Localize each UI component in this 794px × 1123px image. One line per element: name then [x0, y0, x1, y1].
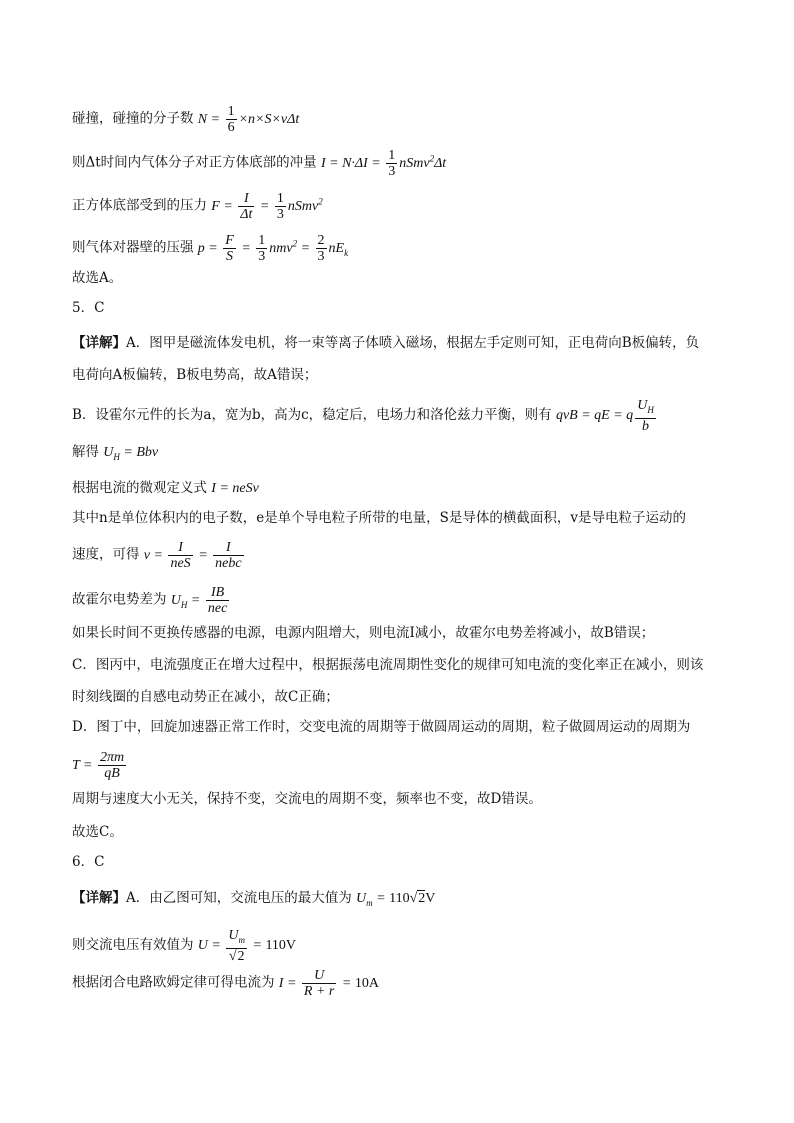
text-2: 则Δt时间内气体分子对正方体底部的冲量	[72, 154, 317, 171]
formula-p: p = $\frac{F}{S}$ = $\frac{1}{3}$ nmv$^2$ = $\frac{2}{3}$ $nE_k$	[197, 233, 349, 264]
text-4: 则气体对器壁的压强	[72, 239, 194, 256]
line-23	[72, 888, 435, 913]
detail-tag: 【详解】	[72, 335, 126, 351]
line-10	[72, 442, 158, 467]
line-4	[72, 233, 348, 264]
line-14	[72, 585, 231, 616]
line-18: D．图丁中，回旋加速器正常工作时，交变电流的周期等于做圆周运动的周期，粒子做圆周运动的周期为	[72, 719, 691, 735]
text-23: A．由乙图可知，交流电压的最大值为	[126, 890, 352, 906]
text-25: 根据闭合电路欧姆定律可得电流为	[72, 974, 275, 991]
text-1: 碰撞，碰撞的分子数	[72, 110, 194, 127]
line-16: C．图丙中，电流强度正在增大过程中，根据振荡电流周期性变化的规律可知电流的变化率正在减小，则该	[72, 657, 704, 673]
formula-v: v = $\frac{I}{\text{neS}}$ = $\frac{I}{\text{nebc}}$	[143, 540, 242, 571]
formula-UH: $U_H$ = Bbv	[103, 445, 159, 462]
text-10: 解得	[72, 444, 99, 460]
line-9	[72, 398, 658, 434]
line-1	[72, 104, 299, 135]
line-11	[72, 478, 259, 499]
formula-U: U = $\frac{U_m}{√2}$ = 110V	[197, 928, 297, 964]
line-24	[72, 928, 296, 964]
formula-UH2: $U_H$ = $\frac{IB}{\text{nec}}$	[170, 585, 228, 616]
line-5: 故选A。	[72, 270, 123, 286]
detail-tag-2: 【详解】	[72, 890, 126, 906]
formula-current: I = neSv	[211, 481, 259, 496]
formula-F: F = $\frac{I}{\Delta t}$ = $\frac{1}{3}$ nSmv$^2$	[211, 191, 323, 222]
line-21: 故选C。	[72, 824, 123, 840]
text-11: 根据电流的微观定义式	[72, 480, 207, 496]
line-25	[72, 968, 379, 999]
line-15: 如果长时间不更换传感器的电源，电源内阻增大，则电流I减小，故霍尔电势差将减小，故B错误；	[72, 625, 655, 641]
formula-qvB: qvB = qE = q $\frac{U_H}{b}$	[555, 398, 654, 434]
line-22: 6．C	[72, 854, 105, 870]
line-20: 周期与速度大小无关，保持不变，交流电的周期不变，频率也不变，故D错误。	[72, 791, 542, 807]
formula-Um: $U_m = 110√2V$	[356, 891, 436, 908]
text-9: B．设霍尔元件的长为a，宽为b，高为c，稳定后，电场力和洛伦兹力平衡，则有	[72, 407, 552, 424]
text-14: 故霍尔电势差为	[72, 591, 167, 608]
text-7: A．图甲是磁流体发电机，将一束等离子体喷入磁场，根据左手定则可知，正电荷向B板偏转，负	[126, 335, 700, 351]
line-7	[72, 333, 699, 353]
text-3: 正方体底部受到的压力	[72, 197, 207, 214]
formula-I2: I = $\frac{U}{R + r}$ = 10A	[278, 968, 379, 999]
text-24: 则交流电压有效值为	[72, 937, 194, 954]
formula-I: I = N·ΔI = $\frac{1}{3}$ nSmv$^2$Δt	[320, 148, 447, 179]
formula-N: N = $\frac{1}{6}$ ×n×S×vΔt	[197, 104, 300, 135]
text-13: 速度，可得	[72, 546, 140, 563]
line-2	[72, 148, 446, 179]
line-19	[72, 750, 128, 781]
line-8: 电荷向A板偏转，B板电势高，故A错误；	[72, 367, 318, 383]
line-12: 其中n是单位体积内的电子数，e是单个导电粒子所带的电量，S是导体的横截面积，v是导电粒子运动的	[72, 510, 687, 526]
formula-T: T = $\frac{2\pi m}{qB}$	[72, 750, 125, 781]
line-6: 5．C	[72, 300, 105, 316]
line-3	[72, 191, 323, 222]
line-17: 时刻线圈的自感电动势正在减小，故C正确；	[72, 689, 339, 705]
line-13	[72, 540, 246, 571]
